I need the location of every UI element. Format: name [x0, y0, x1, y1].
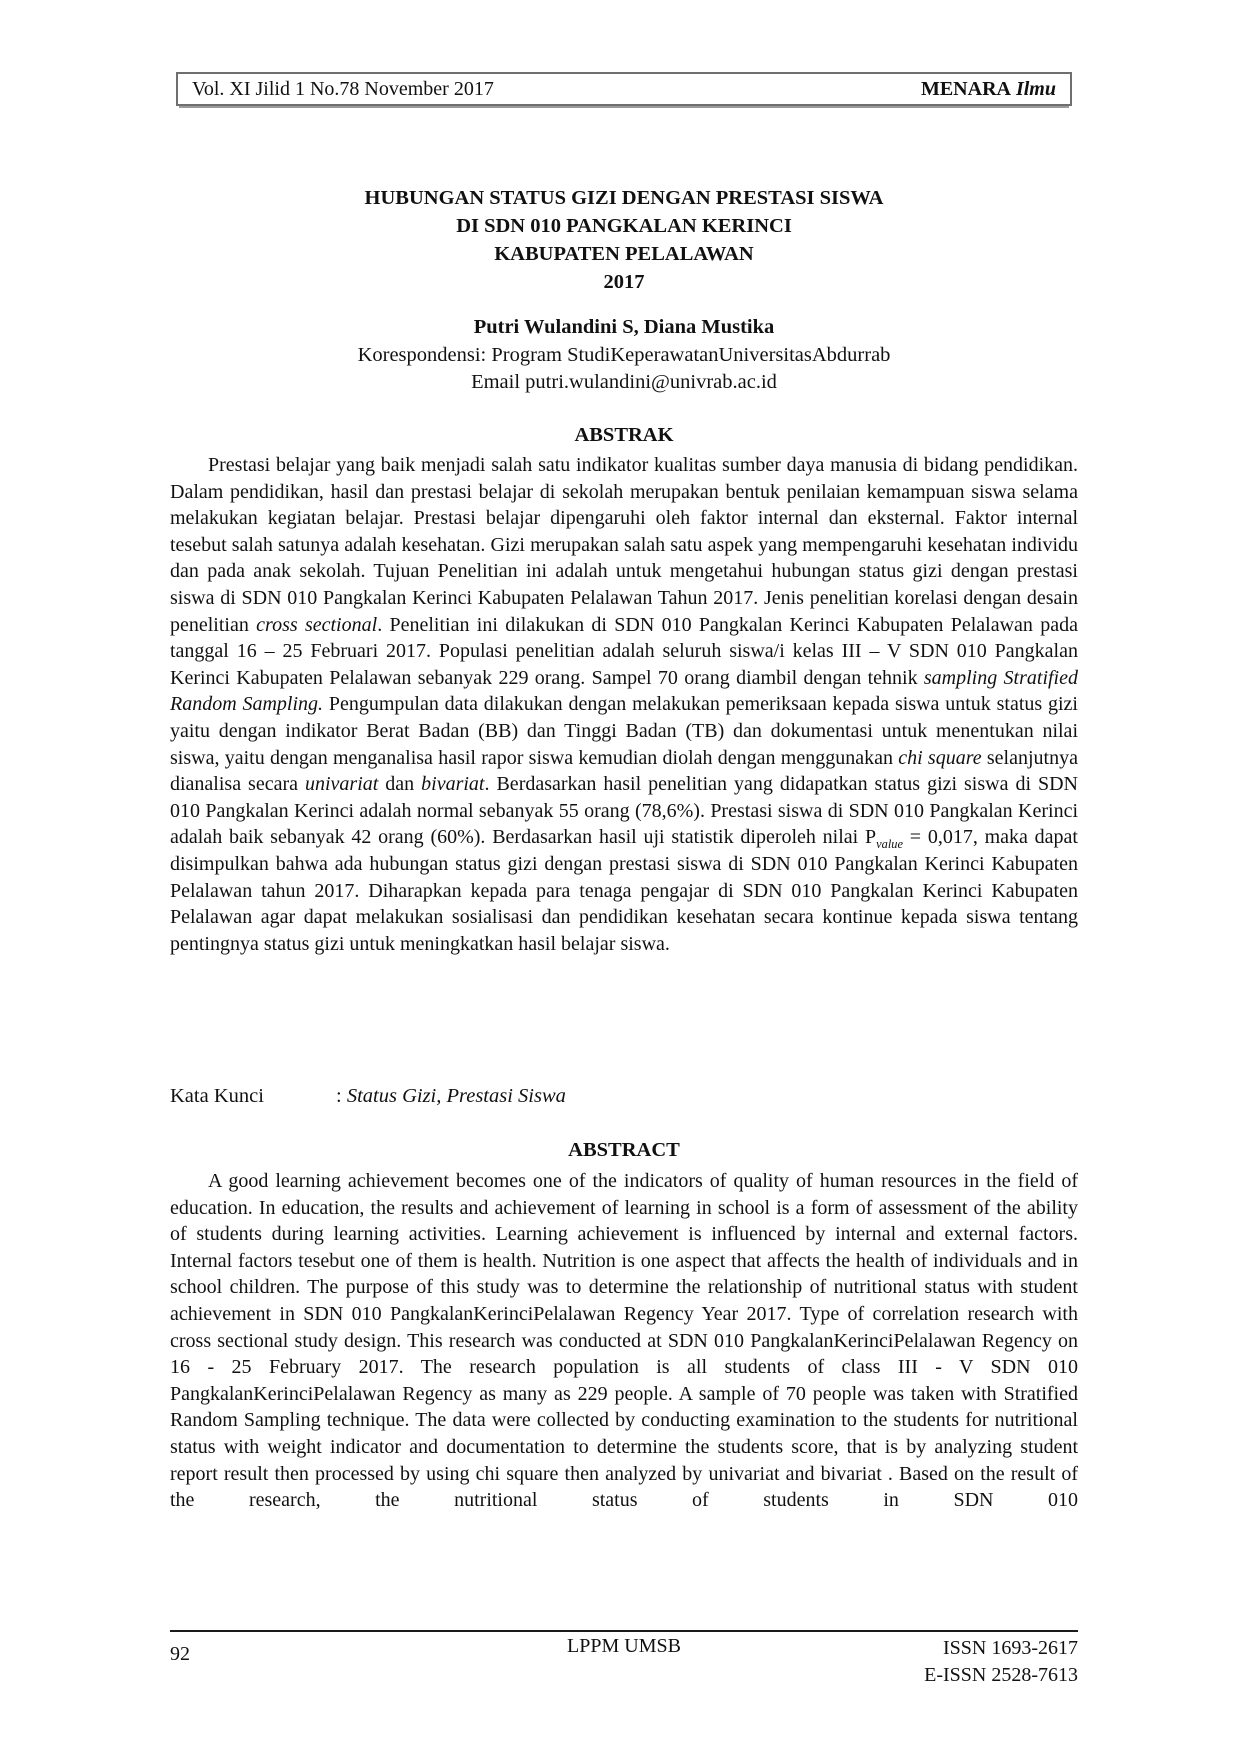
footer-grid — [170, 1632, 1078, 1688]
abstrak-paragraph: Prestasi belajar yang baik menjadi salah satu indikator kualitas sumber daya manusia di bidang pendidikan. Dalam pendidikan, hasil dan prestasi belajar di sekolah merupakan bentuk penilaian kemampuan siswa selama melakukan kegiatan belajar. Prestasi belajar dipengaruhi oleh faktor internal dan eksternal. Faktor internal tesebut salah satunya adalah kesehatan. Gizi merupakan salah satu aspek yang mempengaruhi kesehatan individu dan pada anak sekolah. Tujuan Penelitian ini adalah untuk mengetahui hubungan status gizi dengan prestasi siswa di SDN 010 Pangkalan Kerinci Kabupaten Pelalawan Tahun 2017. Jenis penelitian korelasi dengan desain penelitian cross sectional. Penelitian ini dilakukan di SDN 010 Pangkalan Kerinci Kabupaten Pelalawan pada tanggal 16 – 25 Februari 2017. Populasi penelitian adalah seluruh siswa/i kelas III – V SDN 010 Pangkalan Kerinci Kabupaten Pelalawan sebanyak 229 orang. Sampel 70 orang diambil dengan tehnik sampling Stratified Random Sampling. Pengumpulan data dilakukan dengan melakukan pemeriksaan kepada siswa untuk status gizi yaitu dengan indikator Berat Badan (BB) dan Tinggi Badan (TB) dan dokumentasi untuk menentukan nilai siswa, yaitu dengan menganalisa hasil rapor siswa kemudian diolah dengan menggunakan chi square selanjutnya dianalisa secara univariat dan bivariat. Berdasarkan hasil penelitian yang didapatkan status gizi siswa di SDN 010 Pangkalan Kerinci adalah normal sebanyak 55 orang (78,6%). Prestasi siswa di SDN 010 Pangkalan Kerinci adalah baik sebanyak 42 orang (60%). Berdasarkan hasil uji statistik diperoleh nilai $P_{value} = 0,017$, maka dapat disimpulkan bahwa ada hubungan status gizi dengan prestasi siswa di SDN 010 Pangkalan Kerinci Kabupaten Pelalawan tahun 2017. Diharapkan kepada para tenaga pengajar di SDN 010 Pangkalan Kerinci Kabupaten Pelalawan agar dapat melakukan sosialisasi dan pendidikan kesehatan secara kontinue kepada siswa tentang pentingnya status gizi untuk meningkatkan hasil belajar siswa. — [170, 454, 1078, 955]
journal-title — [921, 78, 1056, 101]
title-line-2: DI SDN 010 PANGKALAN KERINCI — [456, 215, 792, 237]
authors: Putri Wulandini S, Diana Mustika — [473, 316, 775, 338]
abstrak-heading: ABSTRAK — [574, 424, 674, 446]
email-line: Email putri.wulandini@univrab.ac.id — [471, 371, 777, 393]
keywords-label: Kata Kunci — [170, 1085, 264, 1107]
keywords-separator: : — [336, 1085, 347, 1107]
journal-name: MENARA — [920, 77, 1011, 100]
page-footer — [170, 1630, 1078, 1688]
title-line-3: KABUPATEN PELALAWAN — [494, 243, 754, 265]
title-line-4: 2017 — [603, 271, 645, 293]
keywords-value: Status Gizi, Prestasi Siswa — [346, 1085, 566, 1107]
abstract-paragraph: A good learning achievement becomes one of the indicators of quality of human resources in the field of education. In education, the results and achievement of learning in school is a form of assessment of the ability of students during learning activities. Learning achievement is influenced by internal and external factors. Internal factors tesebut one of them is health. Nutrition is one aspect that affects the health of individuals and in school children. The purpose of this study was to determine the relationship of nutritional status with student achievement in SDN 010 PangkalanKerinciPelalawan Regency Year 2017. Type of correlation research with cross sectional study design. This research was conducted at SDN 010 PangkalanKerinciPelalawan Regency on 16 - 25 February 2017. The research population is all students of class III - V SDN 010 PangkalanKerinciPelalawan Regency as many as 229 people. A sample of 70 people was taken with Stratified Random Sampling technique. The data were collected by conducting examination to the students for nutritional status with weight indicator and documentation to determine the students score, that is by analyzing student report result then processed by using chi square then analyzed by univariat and bivariat . Based on the result of the research, the nutritional status of students in SDN 010 — [170, 1170, 1078, 1512]
footer-publisher: LPPM UMSB — [567, 1635, 681, 1657]
correspondence-line: Korespondensi: Program StudiKeperawatanUniversitasAbdurrab — [357, 343, 891, 366]
journal-volume-info: Vol. XI Jilid 1 No.78 November 2017 — [192, 77, 494, 100]
abstract-heading: ABSTRACT — [568, 1139, 680, 1161]
article-title — [170, 184, 1078, 296]
footer-eissn: E-ISSN 2528-7613 — [924, 1663, 1078, 1686]
journal-header — [176, 72, 1072, 106]
title-line-1: HUBUNGAN STATUS GIZI DENGAN PRESTASI SISWA — [364, 187, 884, 209]
keywords-row — [170, 1085, 1078, 1108]
footer-issn: ISSN 1693-2617 — [942, 1637, 1078, 1659]
footer-issn-block — [681, 1635, 1078, 1688]
byline-block — [170, 314, 1078, 397]
page-number: 92 — [170, 1643, 190, 1665]
journal-subname: Ilmu — [1015, 77, 1056, 100]
